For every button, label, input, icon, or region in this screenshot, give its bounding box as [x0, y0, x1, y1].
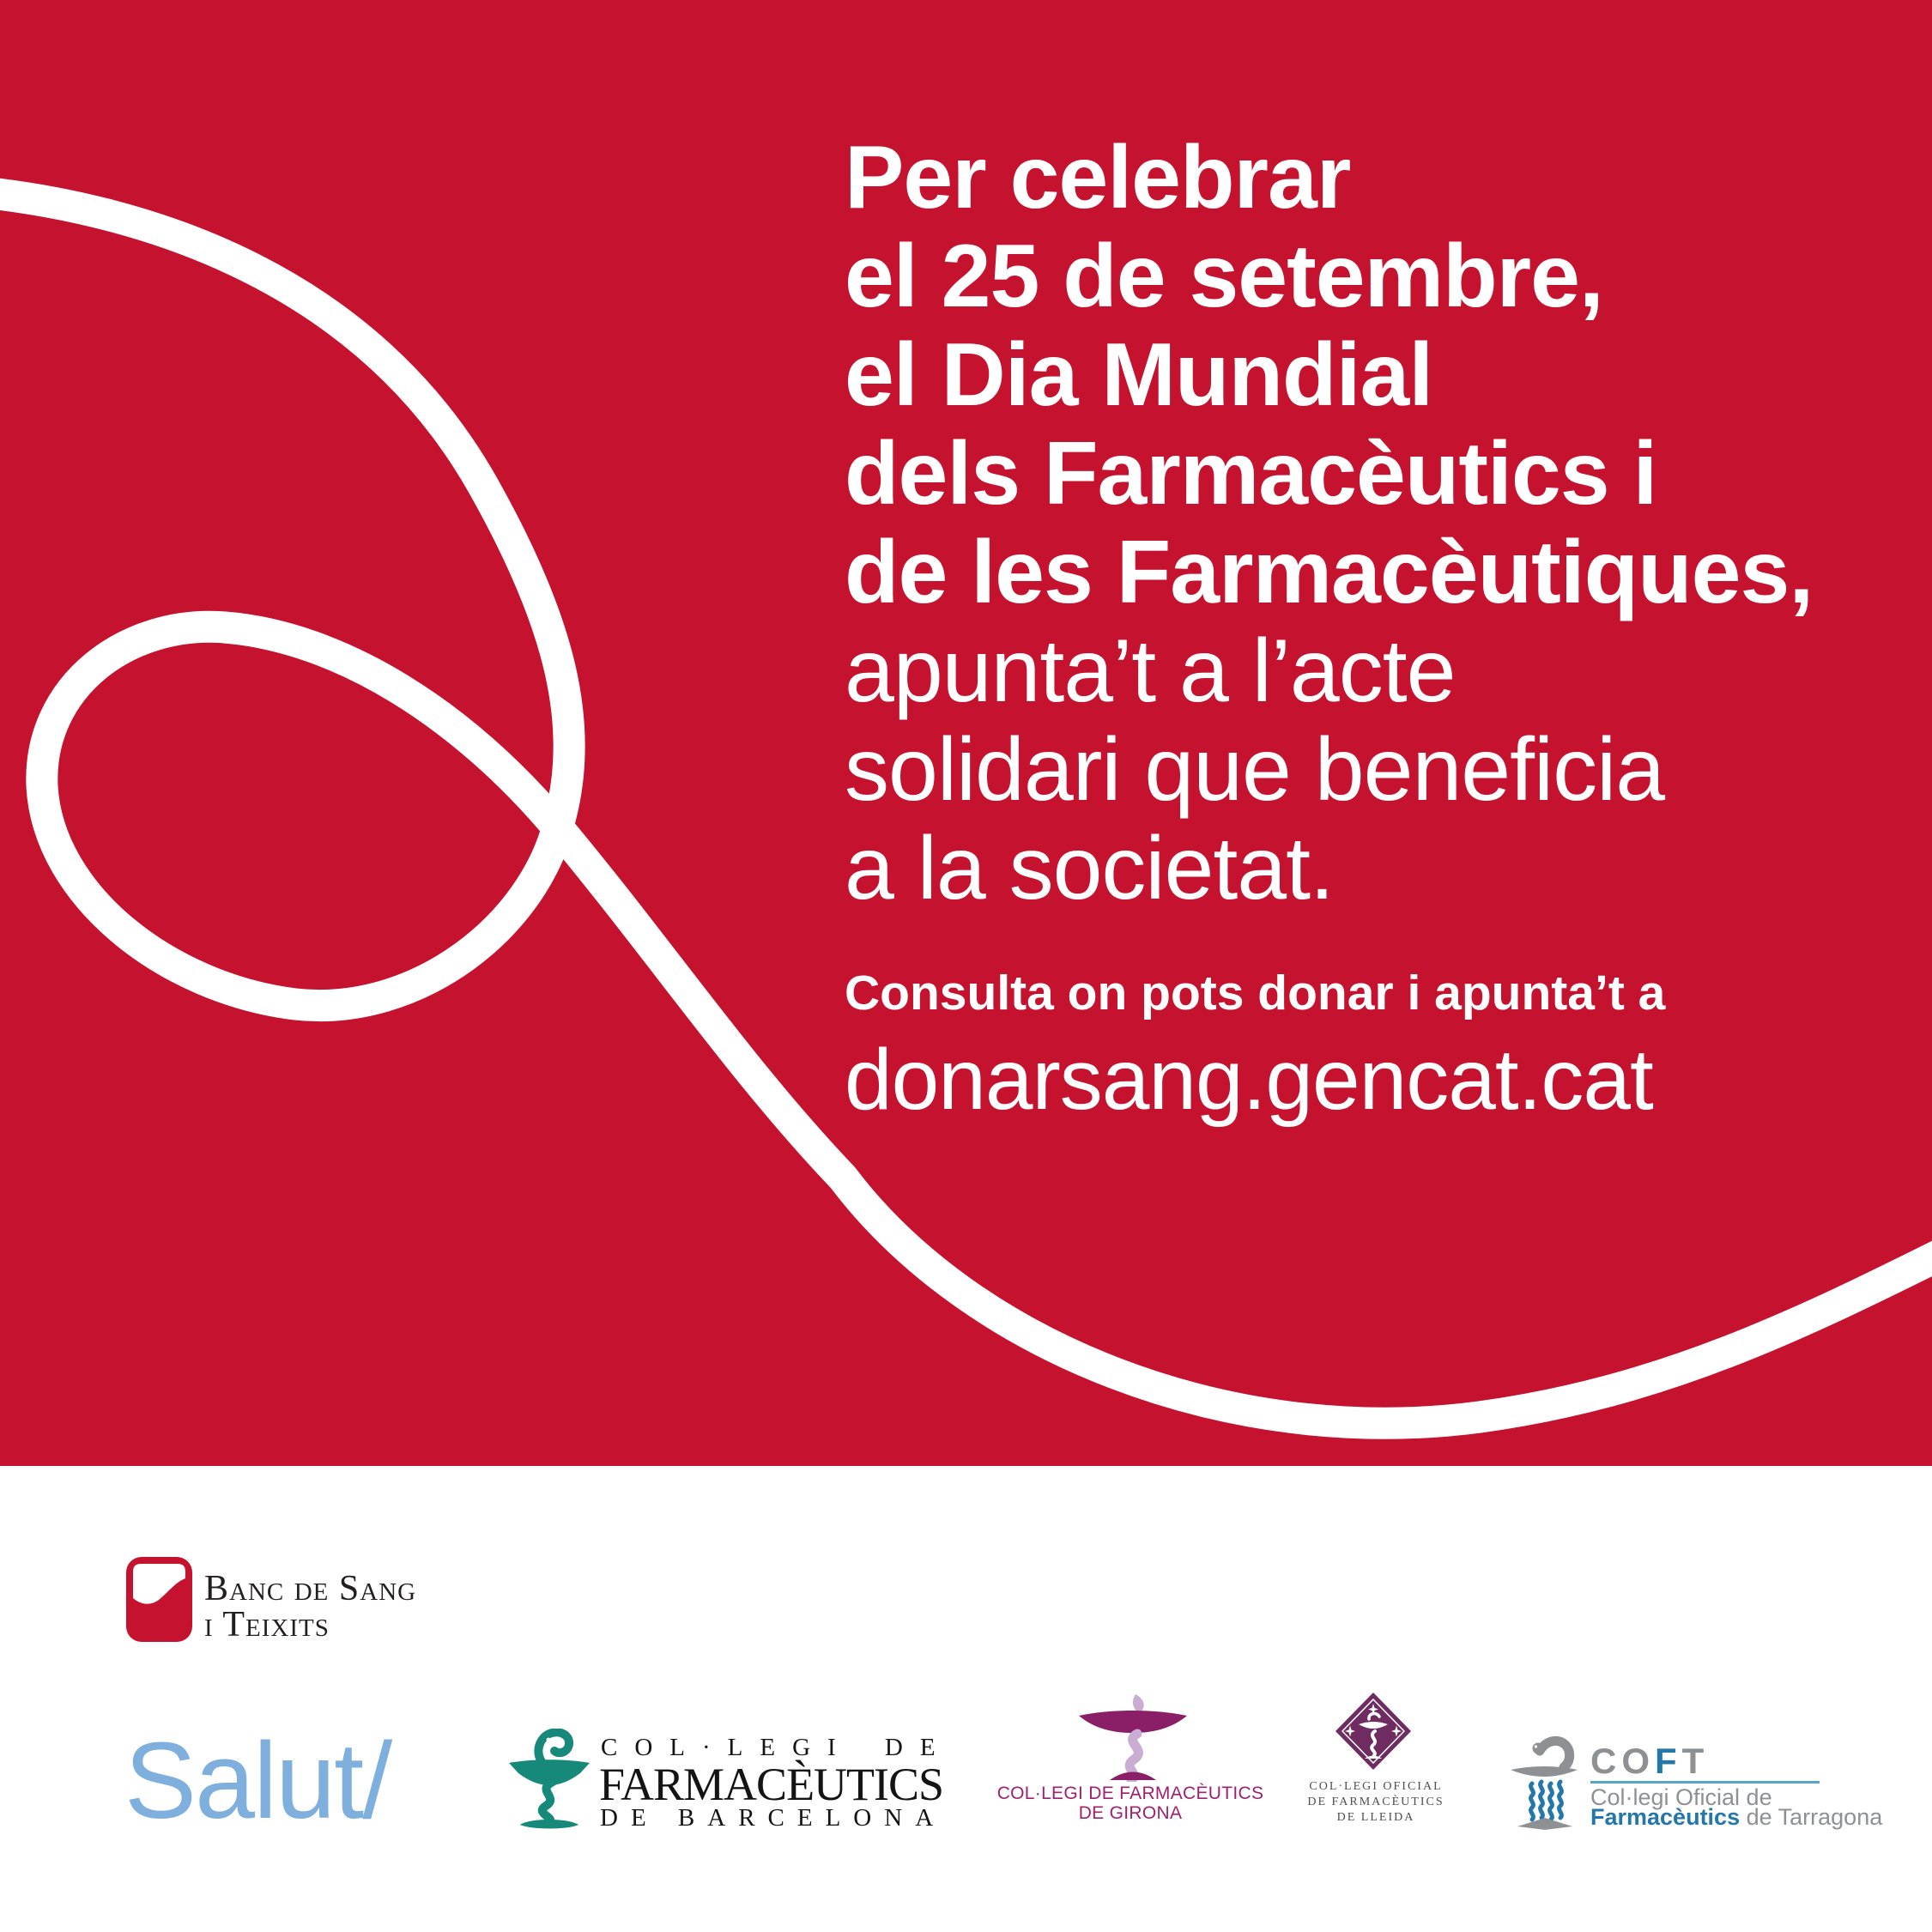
headline-line: apunta’t a l’acte	[845, 621, 1456, 721]
coft-acronym-t: T	[1681, 1741, 1710, 1781]
coft-acronym-co: CO	[1590, 1741, 1655, 1781]
headline-line: de les Farmacèutiques,	[845, 523, 1814, 622]
bowl-of-hygieia-icon	[506, 1729, 592, 1830]
coft-line1: Col·legi Oficial de	[1590, 1784, 1772, 1810]
headline-line: el 25 de setembre,	[845, 227, 1603, 326]
headline-line: a la societat.	[845, 819, 1334, 918]
cofb-line3: DE BARCELONA	[600, 1804, 947, 1832]
lleida-line1: COL·LEGI OFICIAL	[1309, 1780, 1443, 1793]
coft-line2-accent: Farmacèutics	[1590, 1804, 1741, 1830]
coft-line2	[1590, 1806, 1882, 1829]
donation-url: donarsang.gencat.cat	[845, 1032, 1653, 1128]
coft-acronym	[1590, 1743, 1709, 1779]
bowl-of-hygieia-waves-icon	[1509, 1730, 1582, 1833]
lleida-line2: DE FARMACÈUTICS	[1307, 1796, 1444, 1808]
headline-line: solidari que beneficia	[845, 720, 1665, 820]
coft-acronym-f: F	[1655, 1741, 1682, 1781]
girona-line1: COL·LEGI DE FARMACÈUTICS	[996, 1784, 1264, 1803]
salut-logo: Salut/	[124, 1720, 391, 1841]
diamond-bowl-of-hygieia-icon	[1335, 1692, 1412, 1771]
bowl-of-hygieia-icon	[1077, 1693, 1189, 1782]
cta-text: Consulta on pots donar i apunta’t a	[845, 966, 1666, 1021]
girona-line2: DE GIRONA	[1078, 1803, 1183, 1823]
headline	[845, 129, 1813, 918]
headline-line: Per celebrar	[845, 128, 1351, 227]
cofb-line2: FARMACÈUTICS	[599, 1759, 944, 1810]
coft-divider-rule	[1590, 1781, 1820, 1784]
lleida-line3: DE LLEIDA	[1336, 1811, 1415, 1824]
banc-de-sang-wordmark	[204, 1571, 416, 1643]
blood-bag-icon	[126, 1557, 192, 1642]
headline-line: dels Farmacèutics i	[845, 424, 1657, 524]
headline-line: el Dia Mundial	[845, 325, 1433, 425]
coft-line2-rest: de Tarragona	[1740, 1804, 1883, 1830]
banc-de-sang-line: i Teixits	[204, 1605, 330, 1644]
cofb-line1: COL·LEGI DE	[601, 1734, 953, 1761]
banc-de-sang-line: Banc de Sang	[204, 1569, 417, 1608]
